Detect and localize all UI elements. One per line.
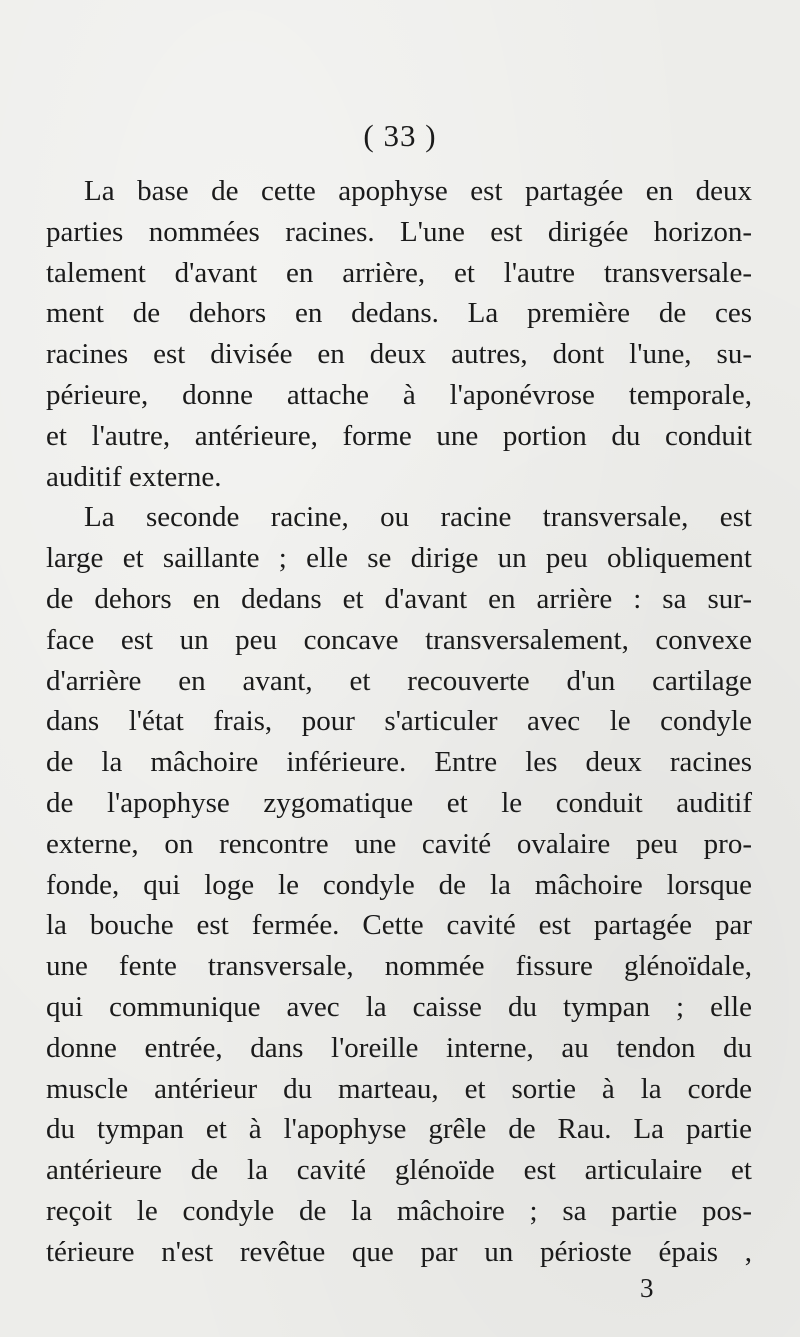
text-line: de dehors en dedans et d'avant en arrière : sa sur- <box>46 582 752 615</box>
text-line: ment de dehors en dedans. La première de ces <box>46 297 752 330</box>
text-line: face est un peu concave transversalement, convexe <box>46 623 752 656</box>
body-text <box>46 171 752 1273</box>
text-line: périeure, donne attache à l'aponévrose temporale, <box>46 378 752 411</box>
signature-mark: 3 <box>640 1273 654 1303</box>
text-line: et l'autre, antérieure, forme une portion du conduit <box>46 419 752 452</box>
text-line: une fente transversale, nommée fissure glénoïdale, <box>46 950 752 983</box>
text-line: antérieure de la cavité glénoïde est articulaire et <box>46 1154 752 1187</box>
text-line: du tympan et à l'apophyse grêle de Rau. La partie <box>46 1113 752 1146</box>
text-line: fonde, qui loge le condyle de la mâchoire lorsque <box>46 868 752 901</box>
text-line: muscle antérieur du marteau, et sortie à la corde <box>46 1072 752 1105</box>
text-line: externe, on rencontre une cavité ovalaire peu pro- <box>46 827 752 860</box>
text-line: la bouche est fermée. Cette cavité est partagée par <box>46 909 752 942</box>
text-line: dans l'état frais, pour s'articuler avec le condyle <box>46 705 752 738</box>
text-line: racines est divisée en deux autres, dont l'une, su- <box>46 338 752 371</box>
text-line: talement d'avant en arrière, et l'autre transversale- <box>46 256 752 289</box>
text-line: térieure n'est revêtue que par un périoste épais , <box>46 1235 752 1268</box>
text-line: d'arrière en avant, et recouverte d'un cartilage <box>46 664 752 697</box>
text-line: large et saillante ; elle se dirige un peu obliquement <box>46 542 752 575</box>
text-line: de la mâchoire inférieure. Entre les deux racines <box>46 746 752 779</box>
text-line: de l'apophyse zygomatique et le conduit auditif <box>46 786 752 819</box>
page-number: ( 33 ) <box>363 118 437 153</box>
text-line: La base de cette apophyse est partagée en deux <box>84 175 752 207</box>
text-line: parties nommées racines. L'une est dirigée horizon- <box>46 215 752 248</box>
text-line: qui communique avec la caisse du tympan ; elle <box>46 990 752 1023</box>
text-line: donne entrée, dans l'oreille interne, au tendon du <box>46 1031 752 1064</box>
text-line: La seconde racine, ou racine transversale, est <box>84 501 752 534</box>
text-line: auditif externe. <box>46 460 222 493</box>
text-line: reçoit le condyle de la mâchoire ; sa partie pos- <box>46 1194 752 1227</box>
